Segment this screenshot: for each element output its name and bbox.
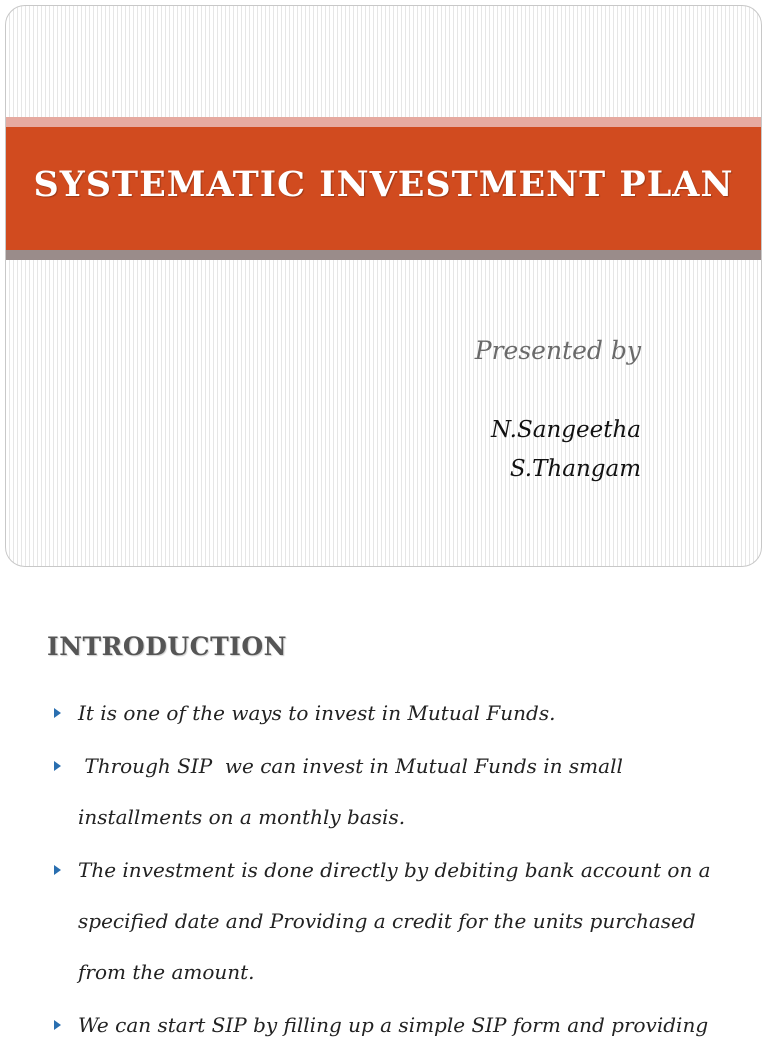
bullet-text: The investment is done directly by debiting bank account on a specified date and Providing a credit for the units purchased from the amount. [78,858,711,984]
title-band [6,127,761,250]
bullet-text: Through SIP we can invest in Mutual Funds in small installments on a monthly basis. [78,754,630,829]
bullet-list [52,688,742,1053]
triangle-right-icon [54,708,61,718]
bullet-item [52,741,742,843]
presented-by-label: Presented by [474,336,641,365]
bullet-text: It is one of the ways to invest in Mutual Funds. [78,701,556,725]
triangle-right-icon [54,761,61,771]
presenter-name: N.Sangeetha [491,417,641,443]
title-slide [5,5,762,567]
triangle-right-icon [54,865,61,875]
title-band-bottom-stripe [6,250,761,260]
presenter-name: S.Thangam [509,456,641,482]
slide-title: SYSTEMATIC INVESTMENT PLAN [33,164,734,205]
title-band-top-stripe [6,117,761,127]
bullet-item [52,688,742,739]
presenters-list [491,411,641,489]
section-heading: INTRODUCTION [47,632,288,661]
bullet-item [52,1000,742,1051]
bullet-item [52,845,742,998]
bullet-text: We can start SIP by filling up a simple SIP form and providing [78,1013,709,1037]
triangle-right-icon [54,1020,61,1030]
